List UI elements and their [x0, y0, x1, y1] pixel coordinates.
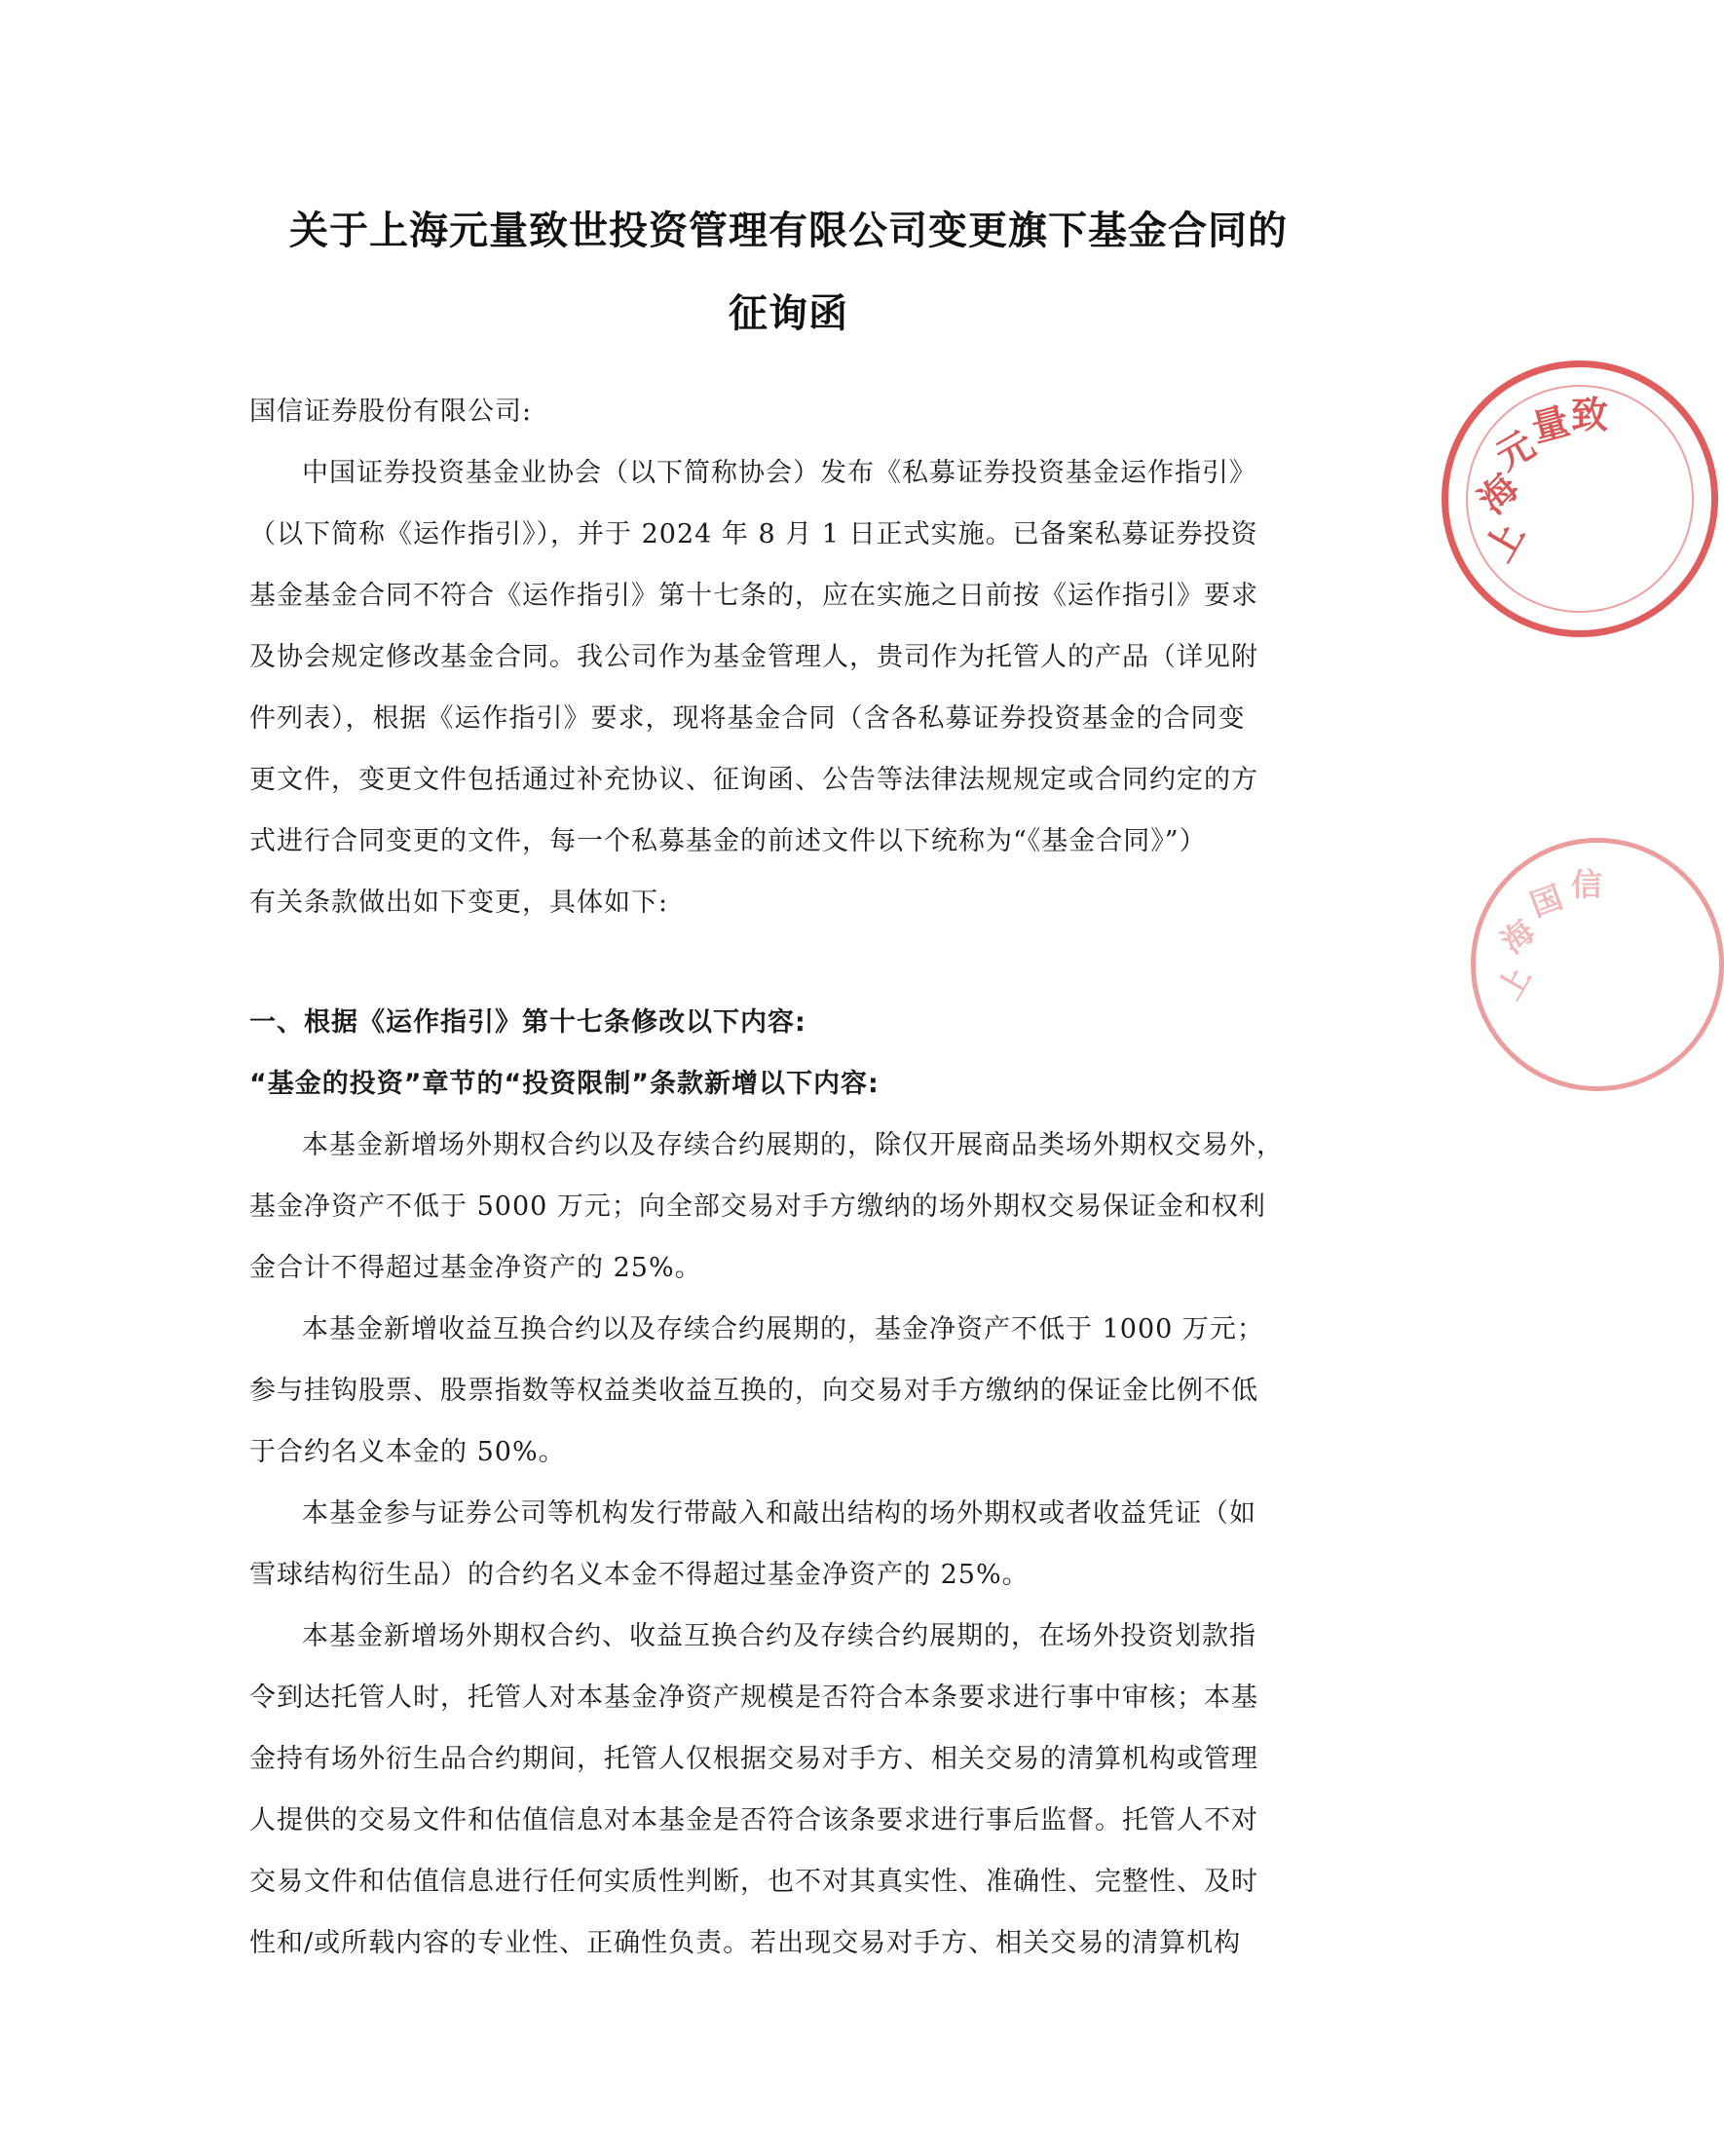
section-heading: 一、根据《运作指引》第十七条修改以下内容: — [249, 1007, 806, 1038]
intro-line: （以下简称《运作指引》），并于 2024 年 8 月 1 日正式实施。已备案私募证券投资 — [249, 519, 1258, 549]
paragraph-line: 参与挂钩股票、股票指数等权益类收益互换的，向交易对手方缴纳的保证金比例不低 — [249, 1376, 1258, 1406]
paragraph-line: 令到达托管人时，托管人对本基金净资产规模是否符合本条要求进行事中审核；本基 — [249, 1683, 1258, 1713]
seal-char: 元 — [1488, 422, 1543, 479]
paragraph-line: 交易文件和估值信息进行任何实质性判断，也不对其真实性、准确性、完整性、及时 — [249, 1867, 1258, 1897]
seal-char: 信 — [1571, 866, 1603, 903]
paragraph-line: 雪球结构衍生品）的合约名义本金不得超过基金净资产的 25%。 — [249, 1560, 1030, 1590]
paragraph-line: 基金净资产不低于 5000 万元；向全部交易对手方缴纳的场外期权交易保证金和权利 — [249, 1191, 1266, 1222]
intro-line: 更文件，变更文件包括通过补充协议、征询函、公告等法律法规规定或合同约定的方 — [249, 765, 1258, 795]
company-seal — [1442, 360, 1718, 637]
paragraph-line: 本基金参与证券公司等机构发行带敲入和敲出结构的场外期权或者收益凭证（如 — [302, 1498, 1256, 1529]
seal-char: 量 — [1526, 398, 1574, 451]
paragraph-line: 本基金新增收益互换合约以及存续合约展期的，基金净资产不低于 1000 万元； — [302, 1314, 1264, 1344]
section-subheading: “基金的投资”章节的“投资限制”条款新增以下内容: — [249, 1069, 880, 1099]
intro-line: 式进行合同变更的文件，每一个私募基金的前述文件以下统称为“《基金合同》”） — [249, 826, 1207, 856]
intro-line: 及协会规定修改基金合同。我公司作为基金管理人，贵司作为托管人的产品（详见附 — [249, 642, 1258, 672]
seal-char: 国 — [1525, 878, 1568, 925]
custodian-seal — [1471, 838, 1724, 1091]
paragraph-line: 金合计不得超过基金净资产的 25%。 — [249, 1253, 702, 1283]
paragraph-line: 本基金新增场外期权合约以及存续合约展期的，除仅开展商品类场外期权交易外， — [302, 1130, 1284, 1160]
seal-char: 致 — [1571, 394, 1609, 436]
intro-line: 基金基金合同不符合《运作指引》第十七条的，应在实施之日前按《运作指引》要求 — [249, 581, 1258, 611]
addressee: 国信证券股份有限公司: — [249, 397, 533, 427]
intro-line: 中国证券投资基金业协会（以下简称协会）发布《私募证券投资基金运作指引》 — [302, 458, 1256, 488]
seal-char: 上 — [1477, 514, 1533, 569]
paragraph-line: 人提供的交易文件和估值信息对本基金是否符合该条要求进行事后监督。托管人不对 — [249, 1805, 1258, 1835]
document-title-line-1: 关于上海元量致世投资管理有限公司变更旗下基金合同的 — [289, 208, 1288, 253]
paragraph-line: 本基金新增场外期权合约、收益互换合约及存续合约展期的，在场外投资划款指 — [302, 1621, 1256, 1651]
paragraph-line: 于合约名义本金的 50%。 — [249, 1437, 566, 1467]
seal-char: 海 — [1493, 912, 1542, 962]
paragraph-line: 金持有场外衍生品合约期间，托管人仅根据交易对手方、相关交易的清算机构或管理 — [249, 1744, 1258, 1774]
seal-char: 海 — [1470, 465, 1527, 522]
document-title-line-2: 征询函 — [729, 291, 848, 336]
paragraph-line: 性和/或所载内容的专业性、正确性负责。若出现交易对手方、相关交易的清算机构 — [249, 1928, 1242, 1958]
intro-line: 件列表），根据《运作指引》要求，现将基金合同（含各私募证券投资基金的合同变 — [249, 703, 1246, 734]
intro-line: 有关条款做出如下变更，具体如下: — [249, 888, 669, 918]
seal-char: 上 — [1490, 960, 1539, 1006]
